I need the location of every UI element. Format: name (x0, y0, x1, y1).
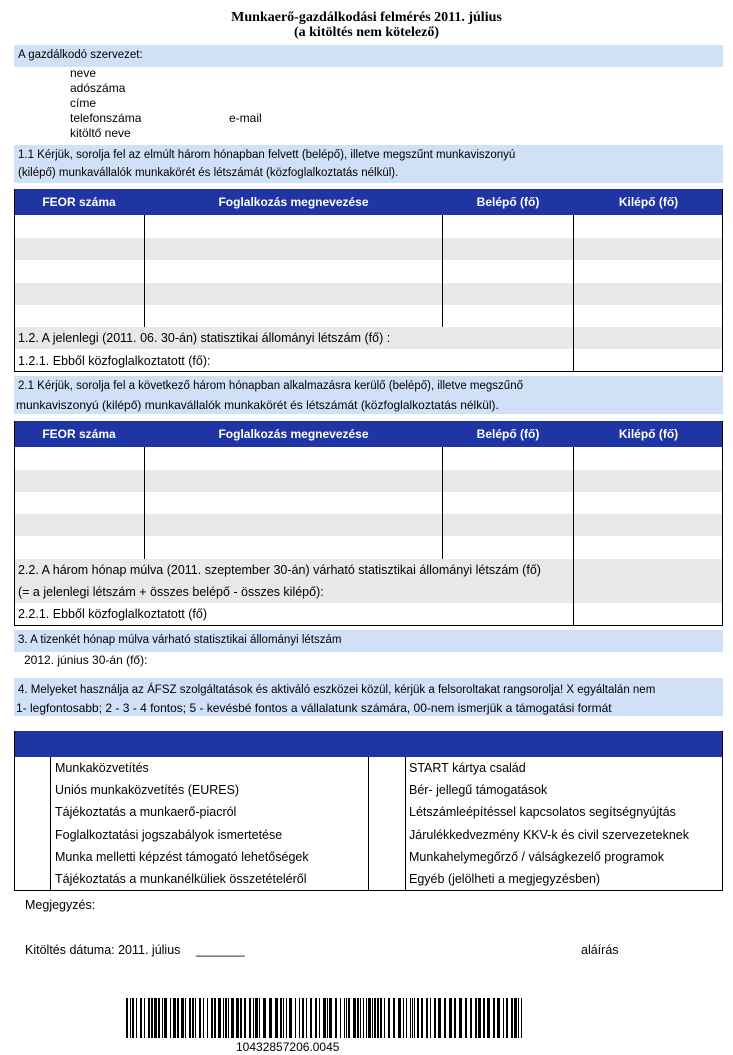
current-public-workers-label: 1.2.1. Ebből közfoglalkoztatott (fő): (18, 354, 211, 368)
barcode-bar (195, 998, 196, 1038)
col-exit: Kilépő (fő) (618, 195, 679, 209)
barcode-bar (470, 998, 472, 1038)
section2-line1: 2.1 Kérjük, sorolja fel a következő három hónapban alkalmazásra kerülő (belépő), illetve megszűnő (18, 380, 523, 392)
barcode-bar (263, 998, 266, 1038)
barcode-bar (459, 998, 462, 1038)
projected-headcount-formula: (= a jelenlegi létszám + összes belépő - összes kilépő): (18, 585, 324, 599)
barcode-bar (521, 998, 522, 1038)
section1-line2: (kilépő) munkavállalók munkakörét és létszámát (közfoglalkoztatás nélkül). (18, 167, 399, 179)
barcode-bar (514, 998, 517, 1038)
current-headcount-label: 1.2. A jelenlegi (2011. 06. 30-án) statisztikai állományi létszám (fő) : (18, 331, 391, 345)
barcode-bar (366, 998, 367, 1038)
barcode-bar (340, 998, 341, 1038)
barcode-bar (244, 998, 246, 1038)
service-left-2: Uniós munkaközvetítés (EURES) (55, 783, 240, 797)
barcode-bar (483, 998, 485, 1038)
col-exit: Kilépő (fő) (618, 427, 679, 441)
barcode-bar (329, 998, 332, 1038)
barcode-bar (151, 998, 153, 1038)
barcode-bar (132, 998, 134, 1038)
section3-line1: 3. A tizenkét hónap múlva várható statisztikai állományi létszám (18, 634, 342, 646)
barcode-bar (207, 998, 208, 1038)
barcode-bar (377, 998, 379, 1038)
barcode-bar (465, 998, 467, 1038)
barcode-bar (283, 998, 284, 1038)
barcode-bar (414, 998, 415, 1038)
barcode-bar (412, 998, 413, 1038)
service-right-1: START kártya család (409, 761, 526, 775)
org-address-label: címe (70, 96, 97, 110)
section4-line1: 4. Melyeket használja az ÁFSZ szolgáltatások és aktiváló eszközei közül, kérjük a felsoroltakat rangsorolja! X egyáltalán nem (18, 684, 656, 696)
barcode-bar (218, 998, 221, 1038)
barcode-bar (421, 998, 423, 1038)
org-heading: A gazdálkodó szervezet: (18, 49, 143, 61)
org-filler-label: kitöltő neve (70, 126, 131, 140)
projected-headcount-label: 2.2. A három hónap múlva (2011. szeptember 30-án) várható statisztikai állományi létszám (fő) (18, 563, 541, 577)
section1-line1: 1.1 Kérjük, sorolja fel az elmúlt három hónapban felvett (belépő), illetve megszűnt munkaviszonyú (18, 149, 516, 161)
barcode-image (126, 998, 522, 1038)
section1-instructions (14, 145, 723, 183)
barcode-bar (295, 998, 296, 1038)
date-blank[interactable]: _______ (196, 943, 245, 957)
barcode-bar (170, 998, 171, 1038)
barcode-bar (357, 998, 359, 1038)
section1-table-header (14, 189, 723, 215)
barcode-bar (199, 998, 201, 1038)
barcode-bar (503, 998, 504, 1038)
barcode-bar (449, 998, 452, 1038)
barcode-bar (393, 998, 395, 1038)
barcode-bar (363, 998, 364, 1038)
barcode-bar (249, 998, 251, 1038)
barcode-bar (426, 998, 428, 1038)
barcode-bar (406, 998, 407, 1038)
barcode-bar (162, 998, 163, 1038)
col-entry: Belépő (fő) (476, 195, 540, 209)
barcode-bar (136, 998, 137, 1038)
barcode-bar (403, 998, 404, 1038)
barcode-bar (214, 998, 216, 1038)
barcode-bar (144, 998, 145, 1038)
barcode-bar (417, 998, 419, 1038)
col-occupation: Foglalkozás megnevezése (218, 427, 369, 441)
barcode-bar (154, 998, 157, 1038)
barcode-bar (487, 998, 490, 1038)
barcode-bar (192, 998, 194, 1038)
barcode-bar (223, 998, 224, 1038)
barcode-bar (158, 998, 160, 1038)
service-right-4: Járulékkedvezmény KKV-k és civil szervezeteknek (409, 828, 689, 842)
org-name-label: neve (70, 66, 97, 80)
table-row[interactable] (15, 514, 722, 536)
barcode-bar (506, 998, 508, 1038)
barcode-bar (211, 998, 213, 1038)
barcode-bar (203, 998, 204, 1038)
org-heading-bar (14, 45, 723, 67)
section2-instructions (14, 376, 723, 414)
barcode-bar (315, 998, 317, 1038)
service-right-3: Létszámleépítéssel kapcsolatos segítségnyújtás (409, 805, 676, 819)
barcode-bar (236, 998, 239, 1038)
service-left-4: Foglalkoztatási jogszabályok ismertetése (55, 828, 283, 842)
section4-line2: 1- legfontosabb; 2 - 3 - 4 fontos; 5 - kevésbé fontos a vállalatunk számára, 00-nem ismerjük a támogatási formát (16, 701, 612, 715)
barcode-bar (493, 998, 495, 1038)
barcode-bar (518, 998, 519, 1038)
services-table-header (14, 731, 723, 757)
page-subtitle: (a kitöltés nem kötelező) (293, 25, 440, 40)
barcode-bar (228, 998, 229, 1038)
org-phone-label: telefonszáma (70, 111, 142, 125)
col-feor: FEOR száma (42, 427, 116, 441)
barcode-bar (319, 998, 320, 1038)
barcode-bar (380, 998, 382, 1038)
section4-instructions (14, 678, 723, 716)
barcode-bar (286, 998, 287, 1038)
barcode-bar (225, 998, 227, 1038)
barcode-bar (140, 998, 142, 1038)
col-feor: FEOR száma (42, 195, 116, 209)
barcode-number: 10432857206.0045 (236, 1040, 340, 1054)
barcode-bar (511, 998, 513, 1038)
barcode-bar (280, 998, 282, 1038)
table-row[interactable] (15, 470, 722, 492)
barcode-bar (388, 998, 390, 1038)
org-email-label: e-mail (229, 111, 262, 125)
barcode-bar (335, 998, 337, 1038)
barcode-bar (289, 998, 292, 1038)
barcode-bar (306, 998, 307, 1038)
barcode-bar (240, 998, 242, 1038)
barcode-bar (497, 998, 500, 1038)
barcode-bar (353, 998, 356, 1038)
remark-label: Megjegyzés: (25, 898, 96, 912)
barcode-bar (310, 998, 312, 1038)
barcode-bar (384, 998, 385, 1038)
barcode-bar (374, 998, 376, 1038)
barcode-bar (410, 998, 411, 1038)
barcode-bar (173, 998, 176, 1038)
col-entry: Belépő (fő) (476, 427, 540, 441)
barcode-bar (164, 998, 167, 1038)
service-left-6: Tájékoztatás a munkanélküliek összetételéről (55, 872, 307, 886)
org-taxid-label: adószáma (70, 81, 126, 95)
barcode-bar (372, 998, 373, 1038)
page-title: Munkaerő-gazdálkodási felmérés 2011. július (231, 10, 502, 25)
service-left-5: Munka melletti képzést támogató lehetőségek (55, 850, 309, 864)
barcode-bar (185, 998, 186, 1038)
col-occupation: Foglalkozás megnevezése (218, 195, 369, 209)
table-row[interactable] (15, 238, 722, 260)
barcode-bar (299, 998, 300, 1038)
service-right-6: Egyéb (jelölheti a megjegyzésben) (409, 872, 601, 886)
barcode-bar (398, 998, 401, 1038)
service-right-2: Bér- jellegű támogatások (409, 783, 548, 797)
barcode-bar (126, 998, 128, 1038)
barcode-bar (148, 998, 150, 1038)
service-left-3: Tájékoztatás a munkaerő-piacról (55, 805, 237, 819)
service-right-5: Munkahelymegőrző / válságkezelő programok (409, 850, 664, 864)
barcode-bar (177, 998, 179, 1038)
section3-bar (14, 630, 723, 652)
barcode-bar (346, 998, 347, 1038)
barcode-bar (302, 998, 304, 1038)
barcode-bar (478, 998, 481, 1038)
barcode-bar (430, 998, 431, 1038)
barcode-bar (348, 998, 350, 1038)
table-row[interactable] (15, 283, 722, 305)
barcode-bar (253, 998, 254, 1038)
barcode-bar (275, 998, 278, 1038)
date-label: Kitöltés dátuma: 2011. július (25, 943, 181, 957)
barcode-bar (181, 998, 184, 1038)
barcode-bar (444, 998, 446, 1038)
barcode-bar (438, 998, 441, 1038)
barcode-bar (360, 998, 361, 1038)
barcode-bar (344, 998, 345, 1038)
barcode-bar (231, 998, 234, 1038)
section2-line2: munkaviszonyú (kilépő) munkavállalók munkakörét és létszámát (közfoglalkoztatás nélkül). (16, 398, 499, 412)
barcode-bar (189, 998, 191, 1038)
section2-table-header (14, 421, 723, 447)
barcode-bar (323, 998, 326, 1038)
barcode-bar (454, 998, 456, 1038)
projected-public-workers-label: 2.2.1. Ebből közfoglalkoztatott (fő) (18, 607, 207, 621)
service-left-1: Munkaközvetítés (55, 761, 149, 775)
barcode-bar (269, 998, 272, 1038)
barcode-bar (475, 998, 477, 1038)
signature-label: aláírás (581, 943, 619, 957)
barcode-bar (255, 998, 258, 1038)
barcode-bar (130, 998, 131, 1038)
barcode-bar (259, 998, 260, 1038)
section3-line2: 2012. június 30-án (fő): (24, 653, 148, 667)
barcode-bar (434, 998, 436, 1038)
barcode-bar (368, 998, 371, 1038)
barcode-bar (327, 998, 328, 1038)
